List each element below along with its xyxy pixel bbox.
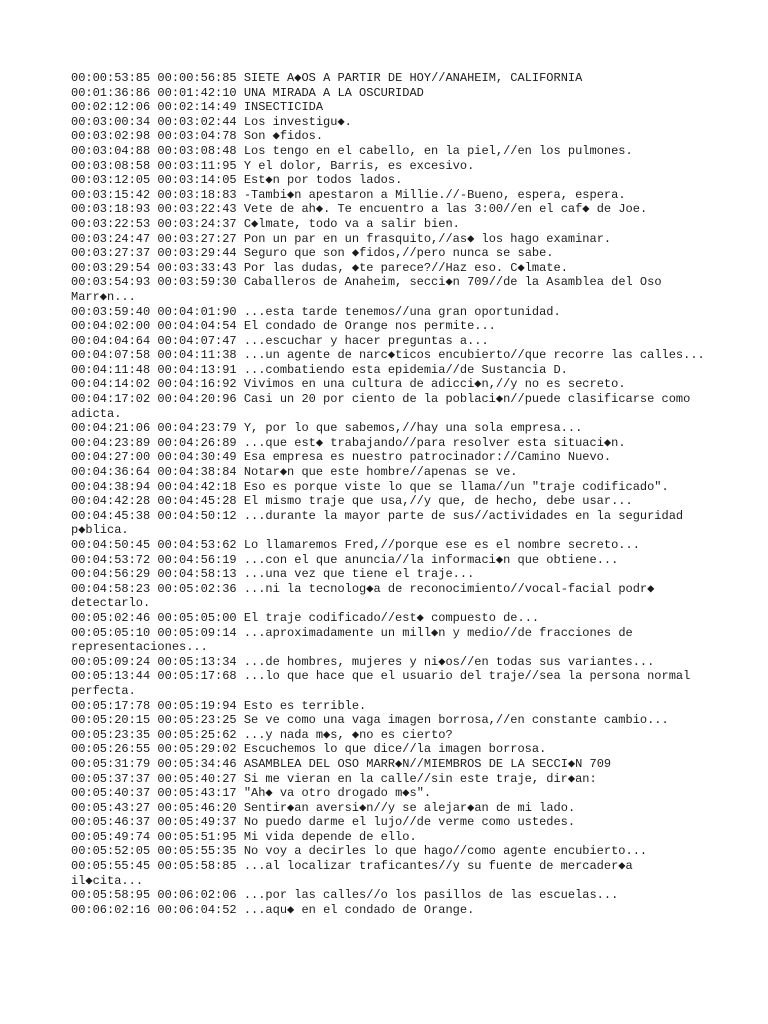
subtitle-line: 00:04:53:72 00:04:56:19 ...con el que anuncia//la informaci◆n que obtiene... — [71, 552, 619, 567]
subtitle-line: 00:01:36:86 00:01:42:10 UNA MIRADA A LA OSCURIDAD — [71, 85, 424, 100]
subtitle-line: 00:05:31:79 00:05:34:46 ASAMBLEA DEL OSO MARR◆N//MIEMBROS DE LA SECCI◆N 709 — [71, 756, 612, 771]
subtitle-line: 00:04:23:89 00:04:26:89 ...que est◆ trabajando//para resolver esta situaci◆n. — [71, 435, 626, 450]
subtitle-line: 00:04:14:02 00:04:16:92 Vivimos en una cultura de adicci◆n,//y no es secreto. — [71, 377, 626, 392]
subtitle-line: 00:00:53:85 00:00:56:85 SIETE A◆OS A PARTIR DE HOY//ANAHEIM, CALIFORNIA — [71, 71, 583, 85]
subtitle-line: 00:04:42:28 00:04:45:28 El mismo traje que usa,//y que, de hecho, debe usar... — [71, 494, 633, 509]
subtitle-line: 00:03:08:58 00:03:11:95 Y el dolor, Barris, es excesivo. — [71, 158, 475, 173]
subtitle-line: 00:04:36:64 00:04:38:84 Notar◆n que este hombre//apenas se ve. — [71, 465, 518, 480]
subtitle-line: 00:05:40:37 00:05:43:17 "Ah◆ va otro drogado m◆s". — [71, 786, 432, 801]
subtitle-line: 00:04:02:00 00:04:04:54 El condado de Orange nos permite... — [71, 319, 496, 334]
subtitle-line: 00:05:46:37 00:05:49:37 No puedo darme el lujo//de verme como ustedes. — [71, 815, 576, 830]
subtitle-line: 00:04:50:45 00:04:53:62 Lo llamaremos Fred,//porque ese es el nombre secreto... — [71, 538, 640, 552]
subtitle-line: 00:05:20:15 00:05:23:25 Se ve como una vaga imagen borrosa,//en constante cambio... — [71, 713, 669, 728]
subtitle-line: 00:06:02:16 00:06:04:52 ...aqu◆ en el condado de Orange. — [71, 902, 475, 917]
subtitle-line: 00:03:59:40 00:04:01:90 ...esta tarde tenemos//una gran oportunidad. — [71, 304, 561, 319]
subtitle-line: 00:03:29:54 00:03:33:43 Por las dudas, ◆te parece?//Haz eso. C◆lmate. — [71, 260, 568, 275]
subtitle-list — [71, 71, 711, 917]
subtitle-line: 00:05:17:78 00:05:19:94 Esto es terrible. — [71, 698, 367, 713]
subtitle-line: 00:04:07:58 00:04:11:38 ...un agente de narc◆ticos encubierto//que recorre las calles... — [71, 348, 705, 363]
subtitle-line: 00:04:04:64 00:04:07:47 ...escuchar y hacer preguntas a... — [71, 333, 489, 348]
subtitle-line: 00:05:13:44 00:05:17:68 ...lo que hace que el usuario del traje//sea la persona normal perfecta. — [71, 669, 698, 698]
subtitle-line: 00:03:15:42 00:03:18:83 -Tambi◆n apestaron a Millie.//-Bueno, espera, espera. — [71, 187, 626, 202]
subtitle-line: 00:05:05:10 00:05:09:14 ...aproximadamente un mill◆n y medio//de fracciones de representaciones... — [71, 625, 640, 655]
subtitle-line: 00:03:54:93 00:03:59:30 Caballeros de Anaheim, secci◆n 709//de la Asamblea del Oso Marr◆n... — [71, 275, 669, 304]
subtitle-line: 00:05:49:74 00:05:51:95 Mi vida depende de ello. — [71, 829, 417, 844]
subtitle-line: 00:04:11:48 00:04:13:91 ...combatiendo esta epidemia//de Sustancia D. — [71, 362, 568, 377]
subtitle-line: 00:05:52:05 00:05:55:35 No voy a decirles lo que hago//como agente encubierto... — [71, 844, 648, 859]
subtitle-line: 00:04:27:00 00:04:30:49 Esa empresa es nuestro patrocinador://Camino Nuevo. — [71, 450, 612, 465]
subtitle-line: 00:05:23:35 00:05:25:62 ...y nada m◆s, ◆no es cierto? — [71, 727, 453, 742]
subtitle-line: 00:05:02:46 00:05:05:00 El traje codificado//est◆ compuesto de... — [71, 610, 540, 625]
subtitle-line: 00:03:18:93 00:03:22:43 Vete de ah◆. Te encuentro a las 3:00//en el caf◆ de Joe. — [71, 202, 648, 217]
subtitle-line: 00:03:27:37 00:03:29:44 Seguro que son ◆fidos,//pero nunca se sabe. — [71, 246, 554, 261]
subtitle-line: 00:04:56:29 00:04:58:13 ...una vez que tiene el traje... — [71, 567, 475, 582]
subtitle-line: 00:03:02:98 00:03:04:78 Son ◆fidos. — [71, 129, 324, 144]
subtitle-line: 00:05:58:95 00:06:02:06 ...por las calles//o los pasillos de las escuelas... — [71, 888, 619, 903]
subtitle-line: 00:03:12:05 00:03:14:05 Est◆n por todos lados. — [71, 173, 403, 188]
subtitle-line: 00:05:37:37 00:05:40:27 Si me vieran en la calle//sin este traje, dir◆an: — [71, 771, 597, 786]
subtitle-line: 00:03:00:34 00:03:02:44 Los investigu◆. — [71, 114, 352, 129]
subtitle-line: 00:02:12:06 00:02:14:49 INSECTICIDA — [71, 100, 324, 115]
subtitle-line: 00:04:21:06 00:04:23:79 Y, por lo que sabemos,//hay una sola empresa... — [71, 421, 583, 436]
subtitle-line: 00:04:45:38 00:04:50:12 ...durante la mayor parte de sus//actividades en la seguridad p◆blica. — [71, 508, 691, 538]
subtitle-line: 00:04:17:02 00:04:20:96 Casi un 20 por ciento de la poblaci◆n//puede clasificarse como adicta. — [71, 392, 698, 421]
subtitle-line: 00:04:38:94 00:04:42:18 Eso es porque viste lo que se llama//un "traje codificado". — [71, 479, 669, 494]
subtitle-line: 00:03:24:47 00:03:27:27 Pon un par en un frasquito,//as◆ los hago examinar. — [71, 231, 612, 246]
subtitle-line: 00:03:04:88 00:03:08:48 Los tengo en el cabello, en la piel,//en los pulmones. — [71, 143, 633, 158]
subtitle-line: 00:05:09:24 00:05:13:34 ...de hombres, mujeres y ni◆os//en todas sus variantes... — [71, 654, 655, 669]
subtitle-line: 00:05:26:55 00:05:29:02 Escuchemos lo que dice//la imagen borrosa. — [71, 742, 547, 757]
subtitle-line: 00:04:58:23 00:05:02:36 ...ni la tecnolog◆a de reconocimiento//vocal-facial podr◆ detectarlo. — [71, 581, 662, 611]
subtitle-line: 00:05:43:27 00:05:46:20 Sentir◆an aversi◆n//y se alejar◆an de mi lado. — [71, 800, 576, 815]
subtitle-line: 00:03:22:53 00:03:24:37 C◆lmate, todo va a salir bien. — [71, 216, 460, 231]
subtitle-line: 00:05:55:45 00:05:58:85 ...al localizar traficantes//y su fuente de mercader◆a il◆cita... — [71, 859, 640, 888]
